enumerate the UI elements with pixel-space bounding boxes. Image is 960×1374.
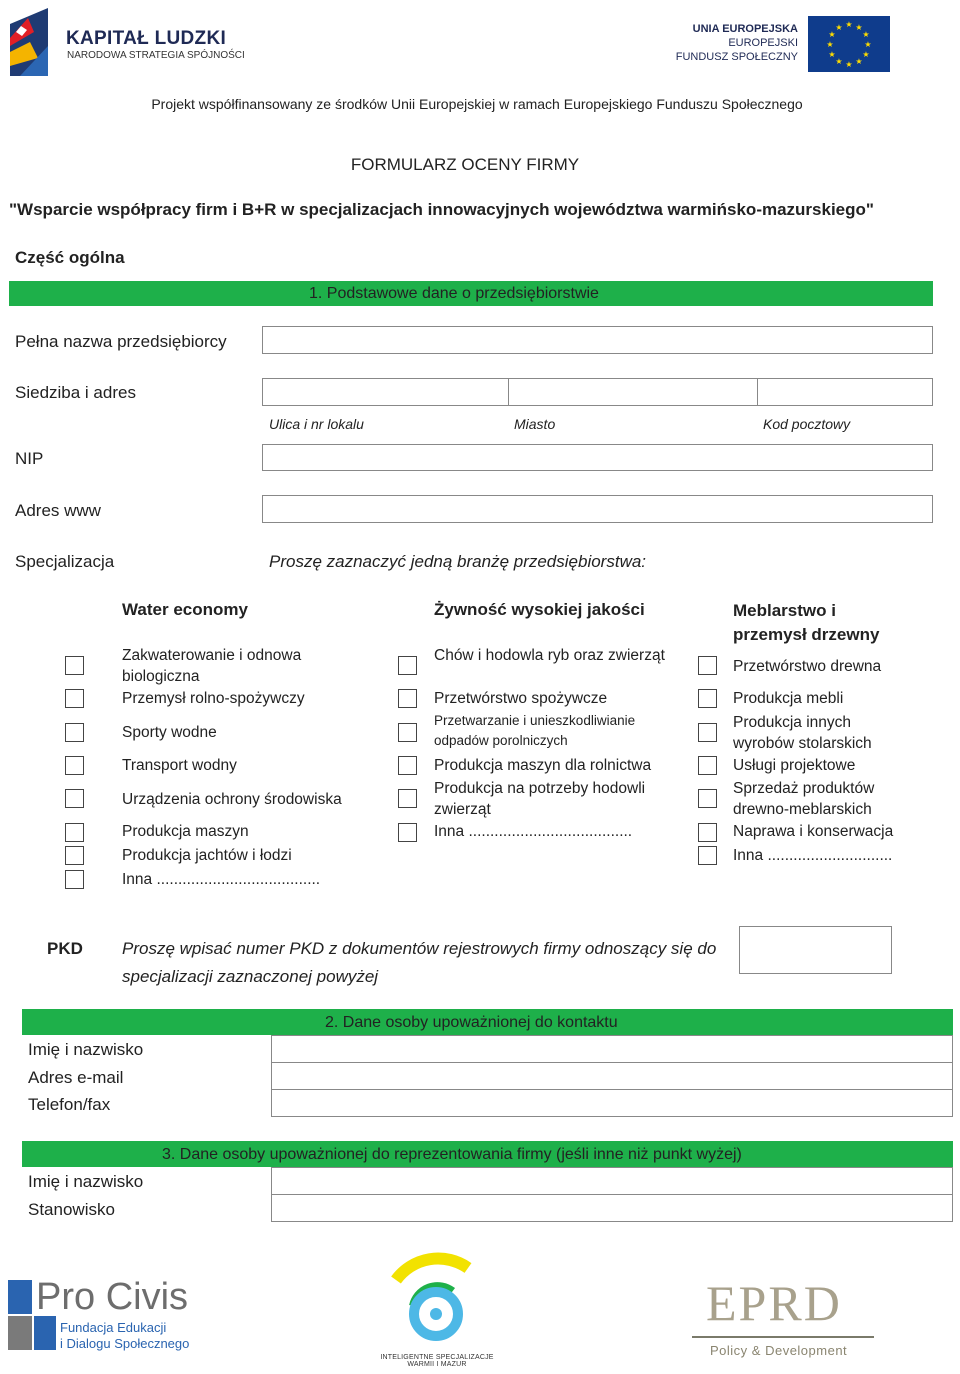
column2-title: Żywność wysokiej jakości: [434, 600, 645, 619]
checkbox-water-agrifood[interactable]: [65, 689, 84, 708]
checkbox-food-processing[interactable]: [398, 689, 417, 708]
pro-civis-line-2: i Dialogu Społecznego: [60, 1336, 190, 1351]
option-water-other: Inna ......................................: [122, 871, 321, 888]
option-wood-sales: Sprzedaż produktów drewno-meblarskich: [733, 780, 875, 818]
eu-line-3: FUNDUSZ SPOŁECZNY: [675, 51, 798, 63]
svg-text:★: ★: [855, 23, 863, 32]
option-water-agrifood: Przemysł rolno-spożywczy: [122, 690, 305, 707]
section3-heading: 3. Dane osoby upoważnionej do reprezentowania firmy (jeśli inne niż punkt wyżej): [162, 1146, 742, 1163]
nip-input[interactable]: [262, 444, 933, 471]
checkbox-wood-processing[interactable]: [698, 656, 717, 675]
www-label: Adres www: [15, 501, 101, 520]
option-food-processing: Przetwórstwo spożywcze: [434, 690, 608, 707]
postcode-caption: Kod pocztowy: [763, 416, 851, 432]
checkbox-water-yachts[interactable]: [65, 846, 84, 865]
kapital-ludzki-emblem-icon: [8, 6, 54, 76]
checkbox-food-waste[interactable]: [398, 723, 417, 742]
pro-civis-line-1: Fundacja Edukacji: [60, 1320, 167, 1335]
contact-phone-input[interactable]: [271, 1089, 953, 1117]
checkbox-wood-furniture[interactable]: [698, 689, 717, 708]
pro-civis-title: Pro Civis: [36, 1276, 189, 1318]
checkbox-water-transport[interactable]: [65, 756, 84, 775]
section2-header: [22, 1009, 953, 1035]
checkbox-food-agri-machinery[interactable]: [398, 756, 417, 775]
pkd-instruction: Proszę wpisać numer PKD z dokumentów rejestrowych firmy odnoszący się do specjalizacji zaznaczonej powyżej: [122, 939, 717, 986]
city-input[interactable]: [508, 378, 758, 406]
option-food-other: Inna ......................................: [434, 823, 633, 840]
eu-line-2: EUROPEJSKI: [728, 37, 798, 49]
full-name-label: Pełna nazwa przedsiębiorcy: [15, 332, 227, 351]
representative-name-label: Imię i nazwisko: [28, 1172, 144, 1191]
checkbox-wood-other[interactable]: [698, 846, 717, 865]
street-caption: Ulica i nr lokalu: [269, 416, 364, 432]
option-water-accommodation: Zakwaterowanie i odnowa biologiczna: [122, 647, 302, 685]
contact-name-label: Imię i nazwisko: [28, 1040, 144, 1059]
form-subtitle: "Wsparcie współpracy firm i B+R w specjalizacjach innowacyjnych województwa warmińsko-mazurskiego": [9, 200, 874, 219]
eu-line-1: UNIA EUROPEJSKA: [692, 23, 798, 35]
full-name-input[interactable]: [262, 326, 933, 354]
form-title: FORMULARZ OCENY FIRMY: [350, 155, 580, 174]
option-food-agri-machinery: Produkcja maszyn dla rolnictwa: [434, 757, 652, 774]
svg-text:★: ★: [862, 30, 870, 39]
option-water-transport: Transport wodny: [122, 757, 237, 774]
option-water-machinery: Produkcja maszyn: [122, 823, 249, 840]
option-water-environment: Urządzenia ochrony środowiska: [122, 791, 342, 808]
section1-heading: 1. Podstawowe dane o przedsiębiorstwie: [309, 285, 599, 302]
checkbox-water-machinery[interactable]: [65, 823, 84, 842]
eu-logo: [675, 16, 892, 74]
eprd-title: EPRD: [706, 1275, 842, 1331]
nip-label: NIP: [15, 449, 44, 468]
checkbox-water-sports[interactable]: [65, 723, 84, 742]
column3-title: Meblarstwo i przemysł drzewny: [733, 601, 880, 644]
pro-civis-logo: [6, 1278, 196, 1358]
svg-text:★: ★: [828, 50, 836, 59]
option-water-yachts: Produkcja jachtów i łodzi: [122, 847, 292, 864]
section2-heading: 2. Dane osoby upoważnionej do kontaktu: [325, 1014, 618, 1031]
checkbox-wood-sales[interactable]: [698, 789, 717, 808]
option-wood-design: Usługi projektowe: [733, 757, 856, 774]
contact-email-input[interactable]: [271, 1062, 953, 1090]
svg-text:★: ★: [855, 57, 863, 66]
section1-header: [9, 281, 933, 306]
representative-position-input[interactable]: [271, 1194, 953, 1222]
svg-text:★: ★: [826, 40, 834, 49]
postcode-input[interactable]: [757, 378, 933, 406]
street-input[interactable]: [262, 378, 509, 406]
eprd-logo: [688, 1275, 878, 1360]
kapital-ludzki-logo: [8, 6, 245, 78]
checkbox-food-livestock[interactable]: [398, 789, 417, 808]
checkbox-water-accommodation[interactable]: [65, 656, 84, 675]
option-wood-joinery: Produkcja innych wyrobów stolarskich: [733, 714, 872, 752]
option-wood-repair: Naprawa i konserwacja: [733, 823, 894, 840]
option-wood-processing: Przetwórstwo drewna: [733, 658, 882, 675]
kapital-ludzki-subtitle: NARODOWA STRATEGIA SPÓJNOŚCI: [67, 50, 245, 61]
section3-header: [22, 1141, 953, 1167]
contact-name-input[interactable]: [271, 1035, 953, 1063]
smart-specializations-text: INTELIGENTNE SPECJALIZACJE WARMII I MAZUR: [380, 1354, 494, 1368]
option-food-waste: Przetwarzanie i unieszkodliwianie odpadów porolniczych: [434, 713, 636, 748]
svg-text:★: ★: [835, 23, 843, 32]
pkd-input[interactable]: [739, 926, 892, 974]
svg-text:★: ★: [862, 50, 870, 59]
smart-specializations-logo: [372, 1250, 502, 1374]
representative-position-label: Stanowisko: [28, 1200, 115, 1219]
contact-email-label: Adres e-mail: [28, 1068, 124, 1087]
general-part-heading: Część ogólna: [15, 248, 125, 267]
pkd-label: PKD: [47, 939, 83, 958]
representative-name-input[interactable]: [271, 1167, 953, 1195]
option-food-livestock: Produkcja na potrzeby hodowli zwierząt: [434, 780, 646, 818]
svg-text:★: ★: [828, 30, 836, 39]
eprd-divider: [692, 1336, 874, 1338]
option-food-breeding: Chów i hodowla ryb oraz zwierząt: [434, 647, 665, 664]
svg-text:★: ★: [845, 20, 853, 29]
svg-text:★: ★: [845, 60, 853, 69]
checkbox-water-environment[interactable]: [65, 789, 84, 808]
city-caption: Miasto: [514, 416, 556, 432]
project-note: Projekt współfinansowany ze środków Unii Europejskiej w ramach Europejskiego Funduszu Społecznego: [151, 96, 803, 112]
checkbox-wood-joinery[interactable]: [698, 723, 717, 742]
contact-phone-label: Telefon/fax: [28, 1095, 111, 1114]
option-wood-furniture: Produkcja mebli: [733, 690, 844, 707]
checkbox-wood-repair[interactable]: [698, 823, 717, 842]
eprd-subtitle: Policy & Development: [710, 1343, 848, 1358]
option-wood-other: Inna .............................: [733, 847, 893, 864]
kapital-ludzki-title: KAPITAŁ LUDZKI: [66, 28, 227, 49]
checkbox-water-other[interactable]: [65, 870, 84, 889]
svg-text:★: ★: [864, 40, 872, 49]
column1-title: Water economy: [122, 600, 248, 619]
specialization-instruction: Proszę zaznaczyć jedną branżę przedsiębiorstwa:: [269, 552, 647, 571]
seat-address-label: Siedziba i adres: [15, 383, 136, 402]
checkbox-food-other[interactable]: [398, 823, 417, 842]
checkbox-food-breeding[interactable]: [398, 656, 417, 675]
svg-text:★: ★: [835, 57, 843, 66]
specialization-label: Specjalizacja: [15, 552, 115, 571]
eu-flag-icon: [808, 16, 890, 72]
option-water-sports: Sporty wodne: [122, 724, 217, 741]
checkbox-wood-design[interactable]: [698, 756, 717, 775]
www-input[interactable]: [262, 495, 933, 523]
